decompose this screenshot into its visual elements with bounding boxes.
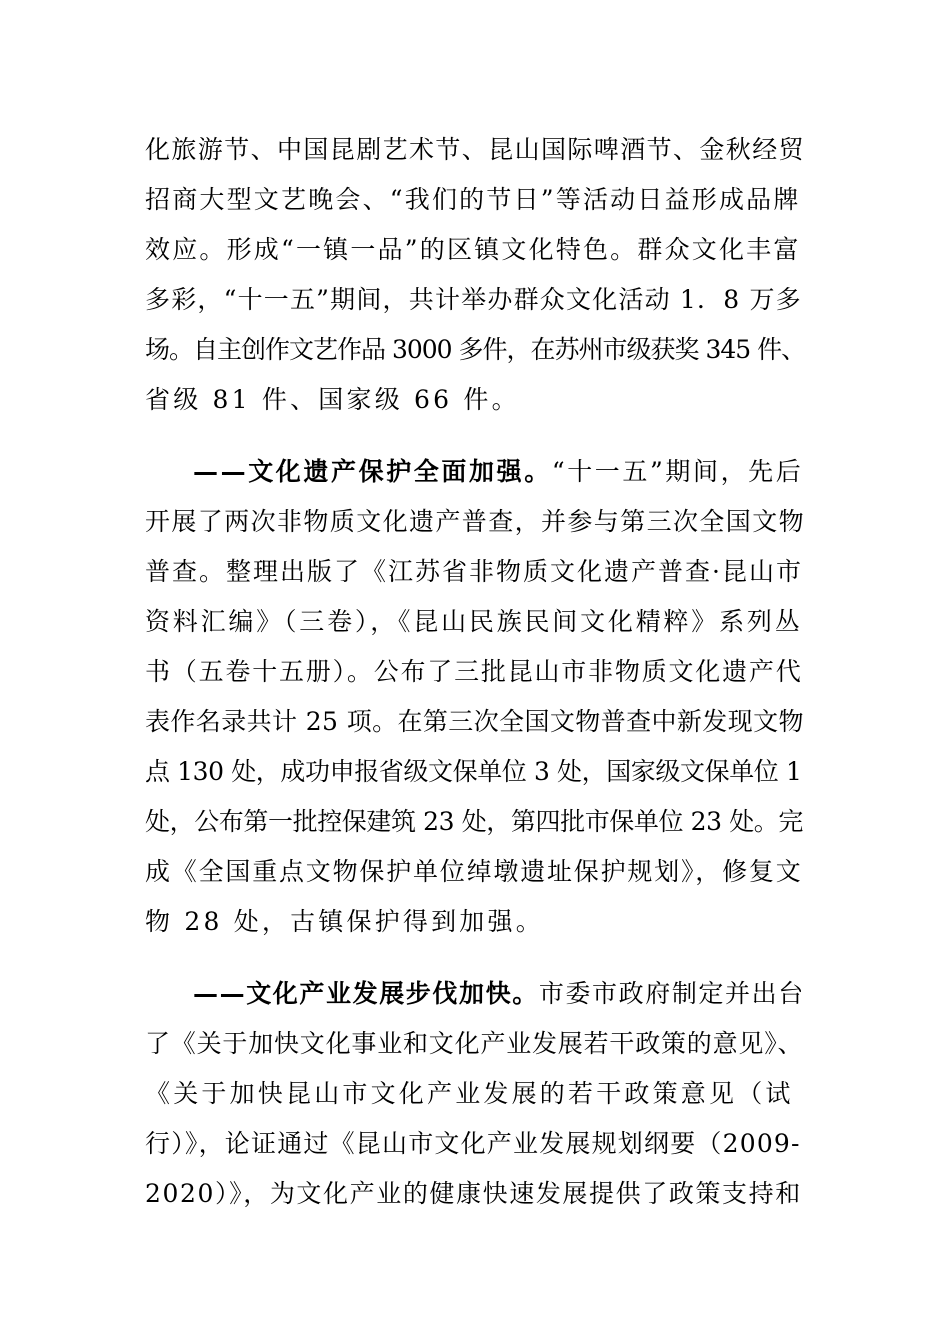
paragraph-2-line-8: 处，公布第一批控保建筑 23 处，第四批市保单位 23 处。完 [145, 807, 804, 836]
paragraph-3-line-3: 《关于加快昆山市文化产业发展的若干政策意见（试 [145, 1079, 794, 1108]
paragraph-1-line-2: 招商大型文艺晚会、“我们的节日”等活动日益形成品牌 [145, 185, 801, 214]
paragraph-2-first-line-text: “十一五”期间，先后 [551, 457, 804, 486]
section-heading-industry: ——文化产业发展步伐加快。 [193, 979, 539, 1008]
paragraph-3-line-4: 行）》，论证通过《昆山市文化产业发展规划纲要（2009- [145, 1129, 801, 1158]
section-heading-heritage: ——文化遗产保护全面加强。 [193, 457, 552, 486]
paragraph-2-line-9: 成《全国重点文物保护单位绰墩遗址保护规划》，修复文 [145, 857, 803, 886]
paragraph-1-line-3: 效应。形成“一镇一品”的区镇文化特色。群众文化丰富 [145, 235, 801, 264]
paragraph-2-line-10: 物 28 处，古镇保护得到加强。 [145, 907, 544, 936]
paragraph-1-line-5: 场。自主创作文艺作品 3000 多件，在苏州市级获奖 345 件、 [145, 335, 806, 364]
paragraph-3-first-line [193, 979, 805, 1009]
paragraph-3-line-5: 2020）》，为文化产业的健康快速发展提供了政策支持和 [145, 1179, 802, 1208]
paragraph-2-line-7: 点 130 处，成功申报省级文保单位 3 处，国家级文保单位 1 [145, 757, 802, 786]
paragraph-2-line-2: 开展了两次非物质文化遗产普查，并参与第三次全国文物 [145, 507, 806, 536]
paragraph-2-first-line [193, 457, 803, 487]
paragraph-2-line-6: 表作名录共计 25 项。在第三次全国文物普查中新发现文物 [145, 707, 804, 736]
paragraph-2-line-4: 资料汇编》（三卷），《昆山民族民间文化精粹》系列丛 [145, 607, 803, 636]
paragraph-2-line-3: 普查。整理出版了《江苏省非物质文化遗产普查·昆山市 [145, 557, 803, 586]
paragraph-3-first-line-text: 市委市政府制定并出台 [538, 979, 805, 1008]
paragraph-1-line-6: 省级 81 件、国家级 66 件。 [145, 385, 520, 414]
paragraph-3-line-2: 了《关于加快文化事业和文化产业发展若干政策的意见》、 [145, 1029, 804, 1058]
paragraph-2-line-5: 书（五卷十五册）。公布了三批昆山市非物质文化遗产代 [145, 657, 803, 686]
paragraph-1-line-4: 多彩，“十一五”期间，共计举办群众文化活动 1．8 万多 [145, 285, 802, 314]
paragraph-1-line-1: 化旅游节、中国昆剧艺术节、昆山国际啤酒节、金秋经贸 [145, 135, 806, 164]
